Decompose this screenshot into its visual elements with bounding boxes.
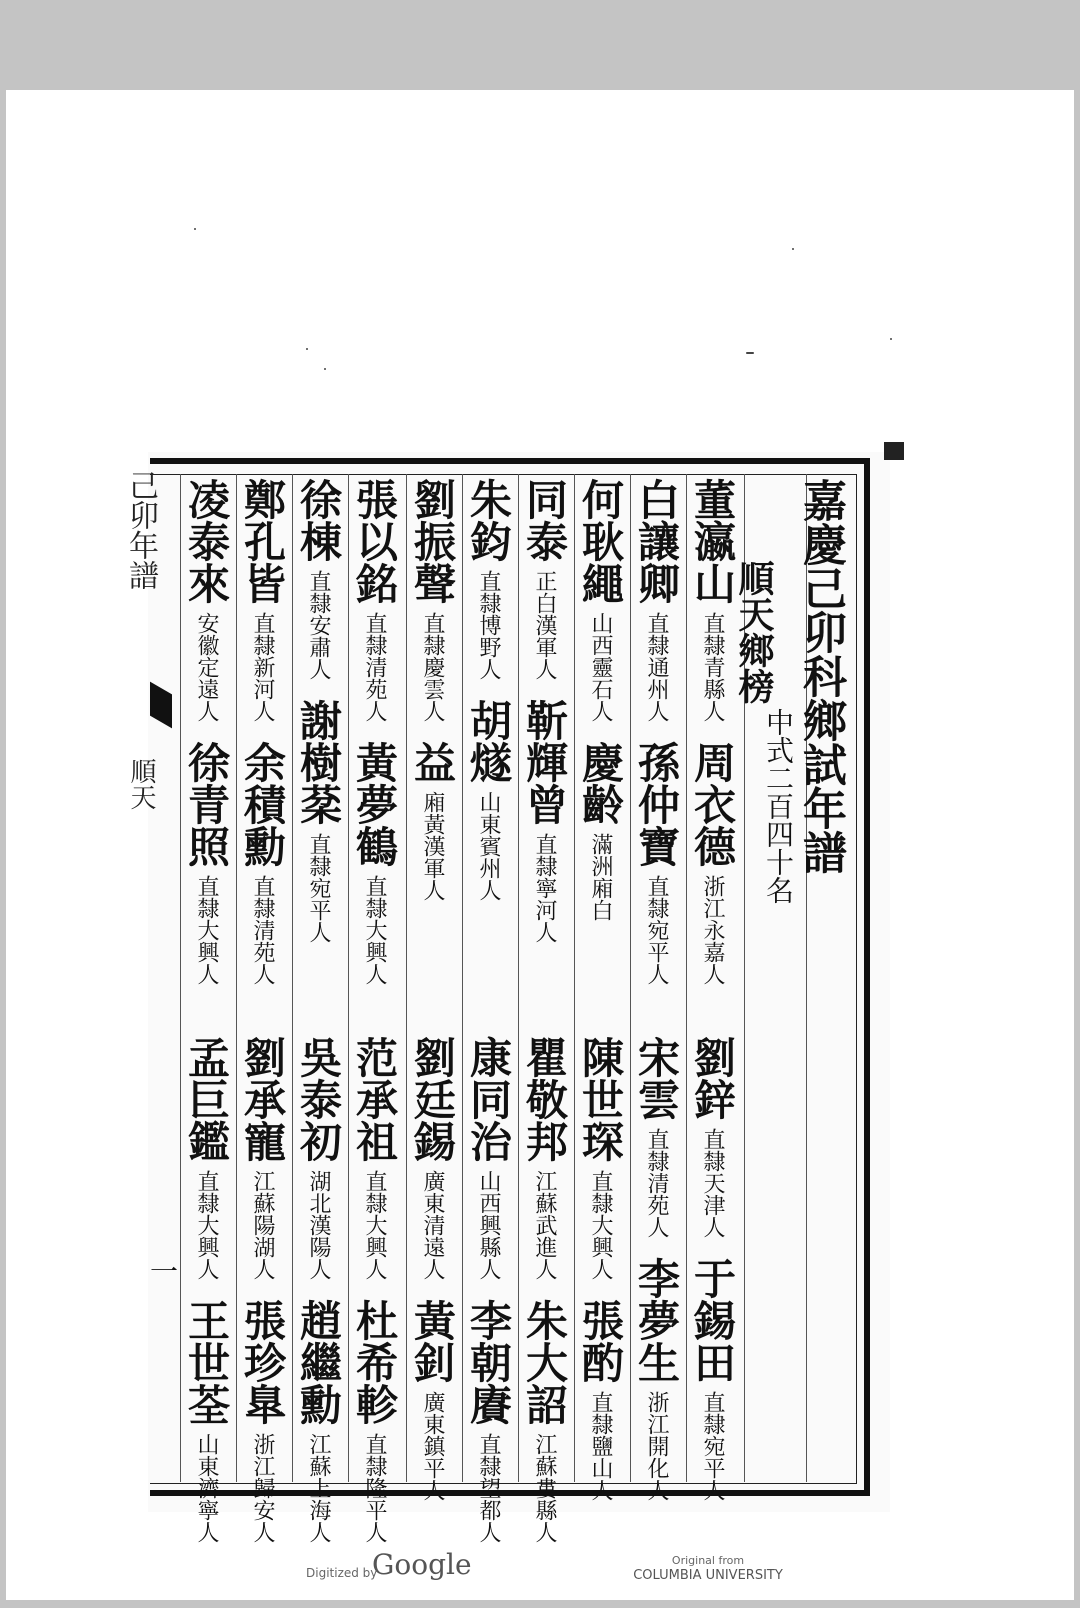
candidate-name: 瞿敬邦 [520, 1036, 569, 1162]
margin-title: 己卯年譜 [123, 470, 158, 590]
candidate-origin: 安徽定遠人 [194, 612, 219, 722]
candidate-origin: 浙江開化人 [644, 1391, 669, 1501]
document-title: 嘉慶己卯科鄉試年譜 [795, 478, 846, 874]
candidate-origin: 山東濟寧人 [194, 1433, 219, 1543]
candidate-origin: 直隸清苑人 [644, 1128, 669, 1238]
dust-speck [324, 368, 326, 370]
candidate-name: 周衣德 [688, 741, 737, 867]
candidate-origin: 直隸大興人 [194, 1170, 219, 1280]
candidate-name: 鄭孔皆 [238, 478, 287, 604]
candidate-origin: 山西靈石人 [588, 612, 613, 722]
candidate-origin: 江蘇武進人 [532, 1170, 557, 1280]
entry-column [578, 478, 630, 921]
candidate-origin: 浙江歸安人 [250, 1433, 275, 1543]
dust-speck [890, 338, 892, 340]
entry-column [410, 1036, 462, 1501]
quota-note: 中式二百四十名 [762, 708, 795, 904]
candidate-name: 靳輝曾 [520, 699, 569, 825]
candidate-name: 孫仲寶 [632, 741, 681, 867]
candidate-name: 李朝賡 [464, 1299, 513, 1425]
candidate-name: 宋雲 [632, 1036, 681, 1120]
candidate-origin: 直隸宛平人 [700, 1391, 725, 1501]
entry-column [522, 478, 574, 943]
candidate-name: 朱大詔 [520, 1299, 569, 1425]
dust-speck [306, 348, 308, 350]
candidate-name: 劉振聲 [408, 478, 457, 604]
candidate-name: 同泰 [520, 478, 569, 562]
entry-column [466, 478, 518, 901]
candidate-name: 徐棟 [294, 478, 343, 562]
candidate-origin: 山西興縣人 [476, 1170, 501, 1280]
candidate-name: 李夢生 [632, 1257, 681, 1383]
candidate-origin: 直隸宛平人 [306, 833, 331, 943]
dust-speck [792, 248, 794, 250]
candidate-origin: 廣東清遠人 [420, 1170, 445, 1280]
candidate-name: 劉承寵 [238, 1036, 287, 1162]
candidate-name: 于錫田 [688, 1257, 737, 1383]
candidate-origin: 正白漢軍人 [532, 570, 557, 680]
candidate-name: 益 [408, 741, 457, 783]
candidate-name: 謝樹棻 [294, 699, 343, 825]
candidate-origin: 直隸安肅人 [306, 570, 331, 680]
candidate-name: 張珍臯 [238, 1299, 287, 1425]
candidate-origin: 直隸寧河人 [532, 833, 557, 943]
candidate-origin: 直隸通州人 [644, 612, 669, 722]
candidate-origin: 湖北漢陽人 [306, 1170, 331, 1280]
candidate-name: 黃夢鶴 [350, 741, 399, 867]
candidate-origin: 直隸青縣人 [700, 612, 725, 722]
candidate-name: 白讓卿 [632, 478, 681, 604]
candidate-name: 朱鈞 [464, 478, 513, 562]
candidate-name: 董瀛山 [688, 478, 737, 604]
entry-column [410, 478, 462, 901]
candidate-name: 孟巨鑑 [182, 1036, 231, 1162]
digitized-label: Digitized by [306, 1566, 378, 1580]
candidate-origin: 直隸大興人 [362, 1170, 387, 1280]
entry-column [690, 1036, 742, 1501]
entry-column [184, 478, 236, 985]
candidate-name: 凌泰來 [182, 478, 231, 604]
candidate-origin: 直隸宛平人 [644, 875, 669, 985]
candidate-origin: 江蘇上海人 [306, 1433, 331, 1543]
candidate-origin: 直隸清苑人 [362, 612, 387, 722]
candidate-origin: 直隸大興人 [362, 875, 387, 985]
candidate-name: 何耿繩 [576, 478, 625, 604]
original-from-credit [628, 1554, 788, 1585]
candidate-name: 杜希軫 [350, 1299, 399, 1425]
candidate-origin: 江蘇陽湖人 [250, 1170, 275, 1280]
dust-speck [194, 228, 196, 230]
candidate-origin: 直隸清苑人 [250, 875, 275, 985]
entry-column [352, 1036, 404, 1543]
candidate-name: 徐青照 [182, 741, 231, 867]
candidate-name: 胡燧 [464, 699, 513, 783]
entry-column [578, 1036, 630, 1501]
entry-column [184, 1036, 236, 1543]
candidate-origin: 直隸天津人 [700, 1128, 725, 1238]
candidate-origin: 直隸隆平人 [362, 1433, 387, 1543]
candidate-origin: 直隸博野人 [476, 570, 501, 680]
candidate-name: 黃釗 [408, 1299, 457, 1383]
candidate-name: 劉廷錫 [408, 1036, 457, 1162]
candidate-origin: 廣東鎮平人 [420, 1391, 445, 1501]
folio-number: 一 [150, 1255, 179, 1288]
entry-column [634, 1036, 686, 1501]
candidate-origin: 直隸大興人 [588, 1170, 613, 1280]
candidate-origin: 直隸望都人 [476, 1433, 501, 1543]
entry-column [522, 1036, 574, 1543]
candidate-origin: 廂黃漢軍人 [420, 791, 445, 901]
entry-column [296, 478, 348, 943]
candidate-origin: 直隸大興人 [194, 875, 219, 985]
candidate-origin: 江蘇婁縣人 [532, 1433, 557, 1543]
entry-column [690, 478, 742, 985]
entry-column [240, 1036, 292, 1543]
candidate-name: 吳泰初 [294, 1036, 343, 1162]
candidate-origin: 直隸鹽山人 [588, 1391, 613, 1501]
google-logo: Google [372, 1548, 472, 1581]
candidate-name: 范承祖 [350, 1036, 399, 1162]
entry-column [634, 478, 686, 985]
candidate-name: 王世荃 [182, 1299, 231, 1425]
viewer-top-bar [0, 0, 1080, 90]
candidate-origin: 浙江永嘉人 [700, 875, 725, 985]
entry-column [466, 1036, 518, 1543]
candidate-origin: 直隸新河人 [250, 612, 275, 722]
candidate-name: 余積勳 [238, 741, 287, 867]
entry-column [296, 1036, 348, 1543]
candidate-origin: 山東賓州人 [476, 791, 501, 901]
candidate-name: 趙繼勳 [294, 1299, 343, 1425]
margin-subtitle: 順天 [126, 758, 156, 810]
candidate-name: 慶齡 [576, 741, 625, 825]
document-subtitle: 順天鄉榜 [733, 560, 775, 704]
institution-name: COLUMBIA UNIVERSITY [633, 1568, 783, 1584]
dust-speck [746, 352, 754, 354]
original-from-label: Original from [671, 1554, 745, 1567]
candidate-name: 張酌 [576, 1299, 625, 1383]
candidate-name: 康同治 [464, 1036, 513, 1162]
candidate-name: 張以銘 [350, 478, 399, 604]
candidate-name: 陳世琛 [576, 1036, 625, 1162]
candidate-origin: 滿洲廂白 [588, 833, 613, 921]
candidate-origin: 直隸慶雲人 [420, 612, 445, 722]
scan-edge-mark [884, 442, 904, 460]
candidate-name: 劉鋅 [688, 1036, 737, 1120]
entry-column [240, 478, 292, 985]
entry-column [352, 478, 404, 985]
